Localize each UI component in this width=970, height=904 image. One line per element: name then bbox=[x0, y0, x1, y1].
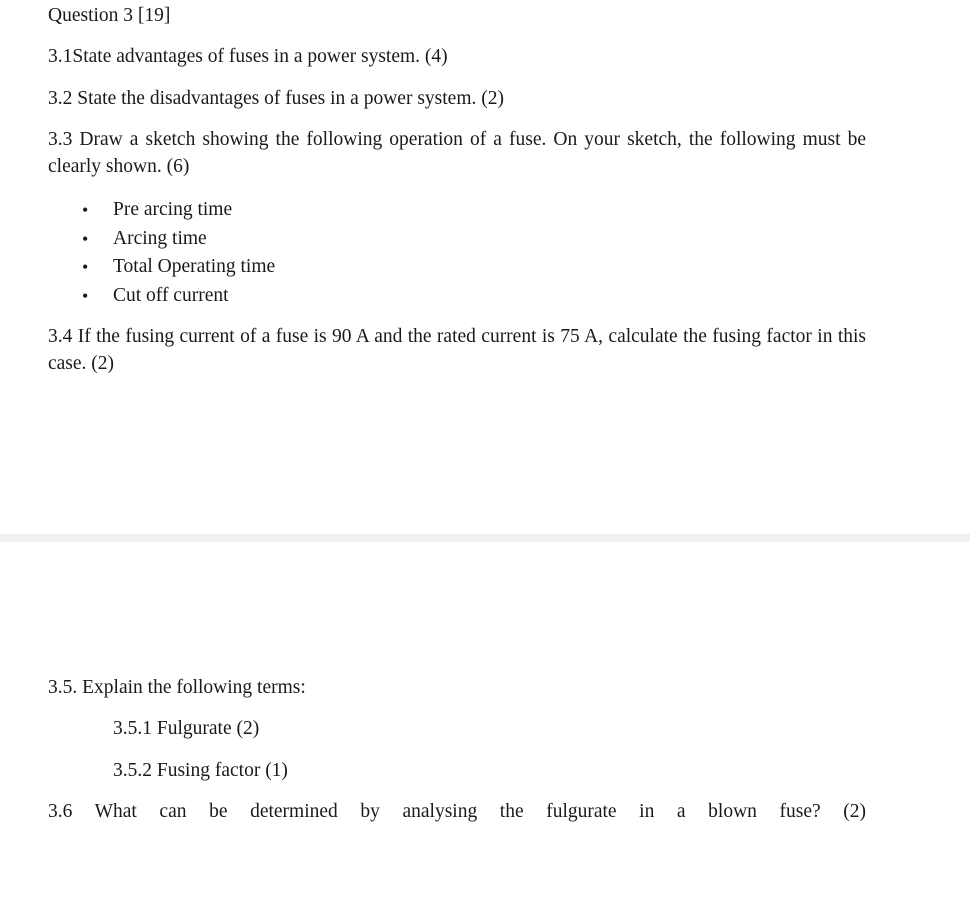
question-3-1: 3.1State advantages of fuses in a power system. (4) bbox=[48, 46, 448, 67]
list-item bbox=[80, 282, 275, 311]
question-header: Question 3 [19] bbox=[48, 5, 171, 26]
list-item-label: Pre arcing time bbox=[113, 199, 233, 220]
bullet-icon: • bbox=[82, 257, 89, 277]
document-page-bottom bbox=[0, 542, 970, 904]
page-break-divider bbox=[0, 534, 970, 542]
list-item bbox=[80, 196, 275, 225]
list-item-label: Cut off current bbox=[113, 284, 229, 306]
list-item bbox=[80, 225, 275, 254]
list-item bbox=[80, 253, 275, 282]
question-3-5: 3.5. Explain the following terms: bbox=[48, 677, 306, 698]
question-3-2: 3.2 State the disadvantages of fuses in a power system. (2) bbox=[48, 88, 504, 109]
question-3-3: 3.3 Draw a sketch showing the following operation of a fuse. On your sketch, the following must be clearly shown. (6) bbox=[48, 129, 866, 177]
question-3-6: 3.6 What can be determined by analysing the fulgurate in a blown fuse? (2) bbox=[48, 801, 866, 822]
bullet-icon: • bbox=[82, 200, 89, 220]
question-3-5-1: 3.5.1 Fulgurate (2) bbox=[113, 718, 260, 739]
fuse-operation-list bbox=[80, 196, 275, 310]
question-3-4: 3.4 If the fusing current of a fuse is 90 A and the rated current is 75 A, calculate the fusing factor in this case. (2) bbox=[48, 326, 866, 374]
bullet-icon: • bbox=[82, 228, 89, 249]
list-item-label: Total Operating time bbox=[113, 256, 276, 277]
bullet-icon: • bbox=[82, 285, 89, 306]
list-item-label: Arcing time bbox=[113, 227, 207, 249]
question-3-5-2: 3.5.2 Fusing factor (1) bbox=[113, 760, 288, 781]
